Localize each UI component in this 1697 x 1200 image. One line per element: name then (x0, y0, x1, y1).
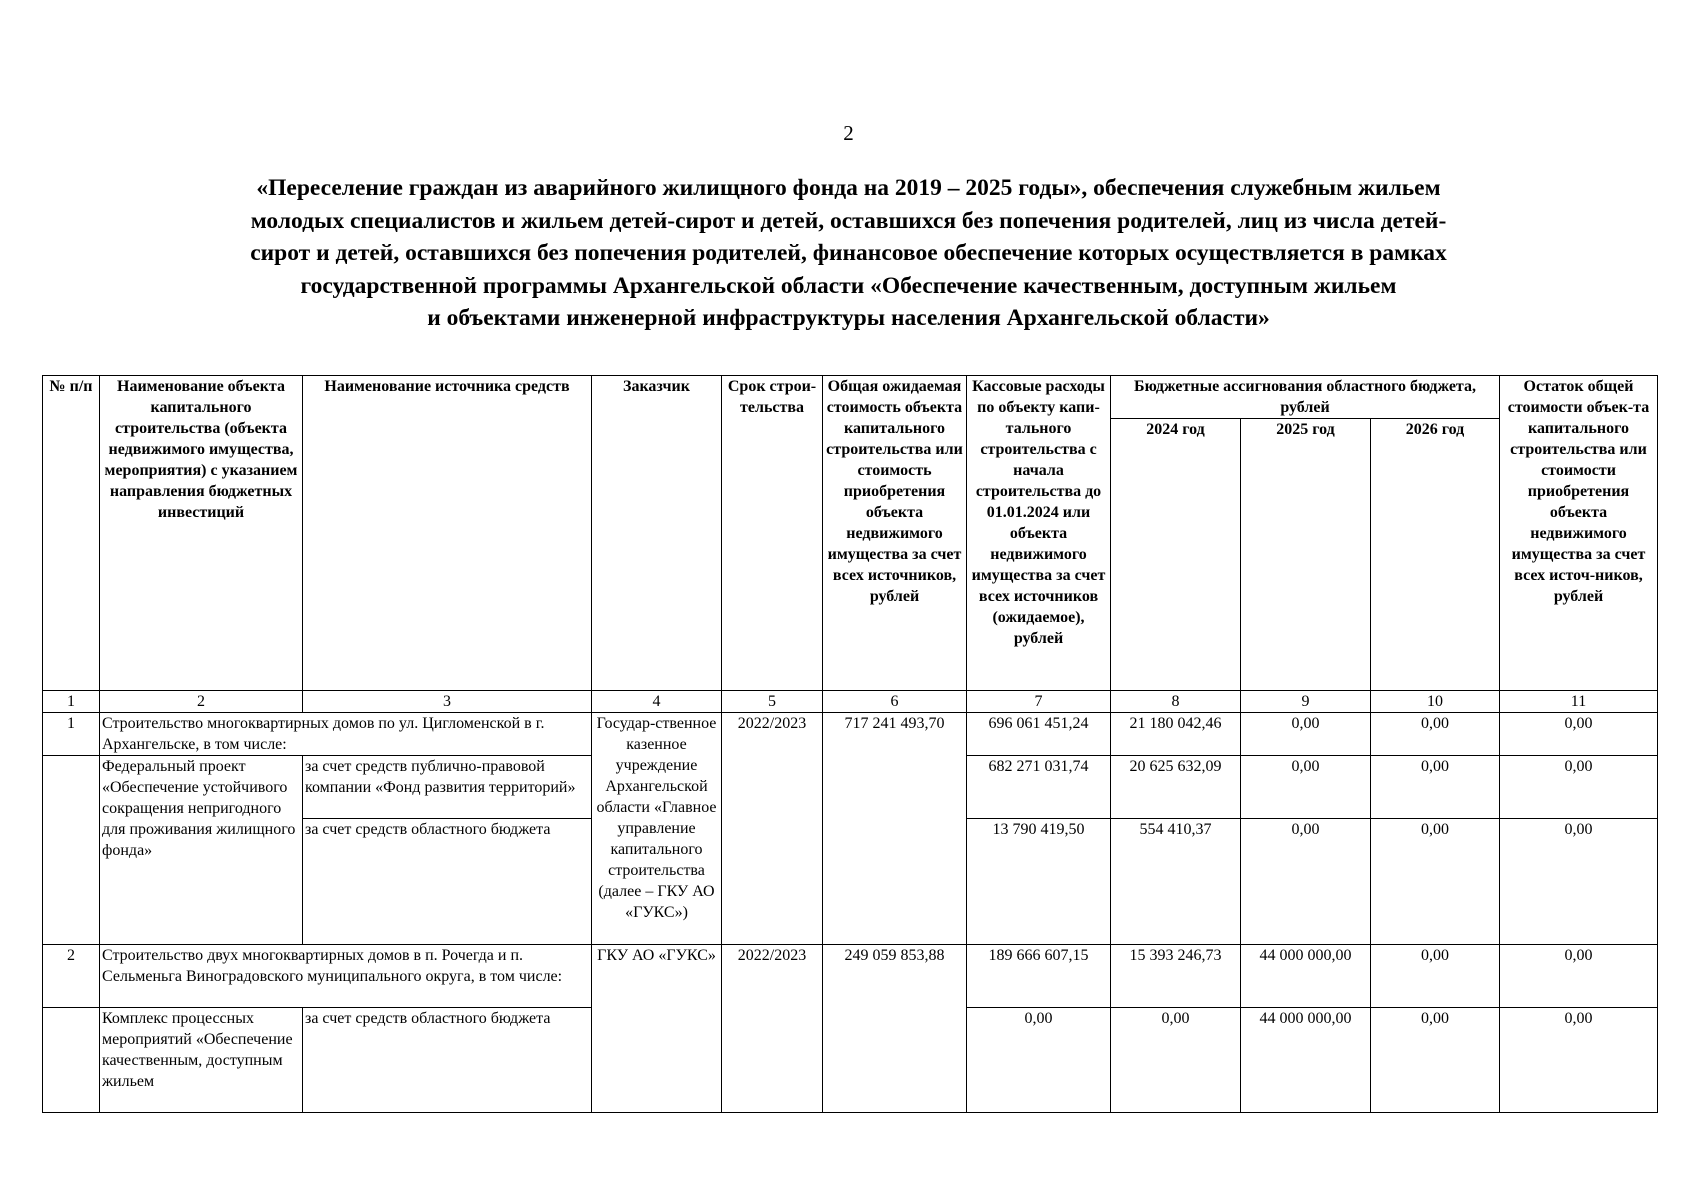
funding-source: за счет средств областного бюджета (303, 819, 592, 945)
object-name: Строительство многоквартирных домов по ул. Цигломенской в г. Архангельске, в том числе: (100, 713, 592, 756)
construction-term: 2022/2023 (722, 945, 823, 1113)
column-number: 2 (100, 691, 303, 713)
budget-2024: 20 625 632,09 (1111, 756, 1241, 819)
column-number: 4 (592, 691, 722, 713)
column-number: 9 (1241, 691, 1371, 713)
column-number: 1 (43, 691, 100, 713)
cash-expenses: 189 666 607,15 (967, 945, 1111, 1008)
budget-2024: 21 180 042,46 (1111, 713, 1241, 756)
total-cost: 249 059 853,88 (823, 945, 967, 1113)
budget-2024: 554 410,37 (1111, 819, 1241, 945)
remainder: 0,00 (1500, 756, 1658, 819)
title-line: молодых специалистов и жильем детей-сирот и детей, оставшихся без попечения родителей, лиц из числа детей- (250, 207, 1447, 234)
header-source: Наименование источника средств (303, 376, 592, 691)
customer: Государ-ственное казенное учреждение Архангельской области «Главное управление капитального строительства (далее – ГКУ АО «ГУКС») (592, 713, 722, 945)
header-2024: 2024 год (1111, 419, 1241, 691)
funding-source: за счет средств публично-правовой компании «Фонд развития территорий» (303, 756, 592, 819)
cash-expenses: 13 790 419,50 (967, 819, 1111, 945)
column-number: 10 (1371, 691, 1500, 713)
title-line: и объектами инженерной инфраструктуры населения Архангельской области» (427, 305, 1270, 331)
cash-expenses: 682 271 031,74 (967, 756, 1111, 819)
funding-source: за счет средств областного бюджета (303, 1008, 592, 1113)
column-number: 8 (1111, 691, 1241, 713)
investment-table (42, 375, 1658, 1113)
column-number-row (43, 691, 1658, 713)
budget-2025: 0,00 (1241, 819, 1371, 945)
row-number: 2 (43, 945, 100, 1008)
header-remainder: Остаток общей стоимости объек-та капитального строительства или стоимости приобретения объекта недвижимого имущества за счет всех источ-ников, рублей (1500, 376, 1658, 691)
remainder: 0,00 (1500, 1008, 1658, 1113)
page-number: 2 (843, 121, 854, 145)
construction-term: 2022/2023 (722, 713, 823, 945)
title-line: сирот и детей, оставшихся без попечения родителей, финансовое обеспечение которых осуществляется в рамках (250, 240, 1447, 266)
column-number: 6 (823, 691, 967, 713)
budget-2026: 0,00 (1371, 713, 1500, 756)
row-number-empty (43, 756, 100, 945)
header-cash: Кассовые расходы по объекту капи-тального строительства с начала строительства до 01.01.2024 или объекта недвижимого имущества за счет всех источников (ожидаемое), рублей (967, 376, 1111, 691)
customer: ГКУ АО «ГУКС» (592, 945, 722, 1113)
remainder: 0,00 (1500, 945, 1658, 1008)
header-2025: 2025 год (1241, 419, 1371, 691)
column-number: 11 (1500, 691, 1658, 713)
cash-expenses: 0,00 (967, 1008, 1111, 1113)
budget-2025: 44 000 000,00 (1241, 945, 1371, 1008)
budget-2026: 0,00 (1371, 756, 1500, 819)
budget-2026: 0,00 (1371, 1008, 1500, 1113)
row-number-empty (43, 1008, 100, 1113)
budget-2024: 0,00 (1111, 1008, 1241, 1113)
column-number: 7 (967, 691, 1111, 713)
table-row (43, 945, 1658, 1008)
cash-expenses: 696 061 451,24 (967, 713, 1111, 756)
row-number: 1 (43, 713, 100, 756)
total-cost: 717 241 493,70 (823, 713, 967, 945)
header-row (43, 376, 1658, 419)
budget-2024: 15 393 246,73 (1111, 945, 1241, 1008)
budget-2025: 0,00 (1241, 713, 1371, 756)
federal-project: Федеральный проект «Обеспечение устойчивого сокращения непригодного для проживания жилищного фонда» (100, 756, 303, 945)
budget-2025: 0,00 (1241, 756, 1371, 819)
process-measures: Комплекс процессных мероприятий «Обеспечение качественным, доступным жильем (100, 1008, 303, 1113)
column-number: 3 (303, 691, 592, 713)
header-budget-group: Бюджетные ассигнования областного бюджета, рублей (1111, 376, 1500, 419)
budget-2026: 0,00 (1371, 945, 1500, 1008)
table-row (43, 713, 1658, 756)
title-line: «Переселение граждан из аварийного жилищного фонда на 2019 – 2025 годы», обеспечения служебным жильем (256, 175, 1441, 201)
header-num: № п/п (43, 376, 100, 691)
budget-2025: 44 000 000,00 (1241, 1008, 1371, 1113)
header-term: Срок строи-тельства (722, 376, 823, 691)
remainder: 0,00 (1500, 713, 1658, 756)
header-object: Наименование объекта капитального строительства (объекта недвижимого имущества, мероприятия) с указанием направления бюджетных инвестиций (100, 376, 303, 691)
header-2026: 2026 год (1371, 419, 1500, 691)
remainder: 0,00 (1500, 819, 1658, 945)
document-title (120, 172, 1577, 335)
budget-2026: 0,00 (1371, 819, 1500, 945)
title-line: государственной программы Архангельской области «Обеспечение качественным, доступным жильем (300, 272, 1397, 299)
header-total-cost: Общая ожидаемая стоимость объекта капитального строительства или стоимость приобретения объекта недвижимого имущества за счет всех источников, рублей (823, 376, 967, 691)
object-name: Строительство двух многоквартирных домов в п. Рочегда и п. Сельменьга Виноградовского муниципального округа, в том числе: (100, 945, 592, 1008)
header-customer: Заказчик (592, 376, 722, 691)
column-number: 5 (722, 691, 823, 713)
